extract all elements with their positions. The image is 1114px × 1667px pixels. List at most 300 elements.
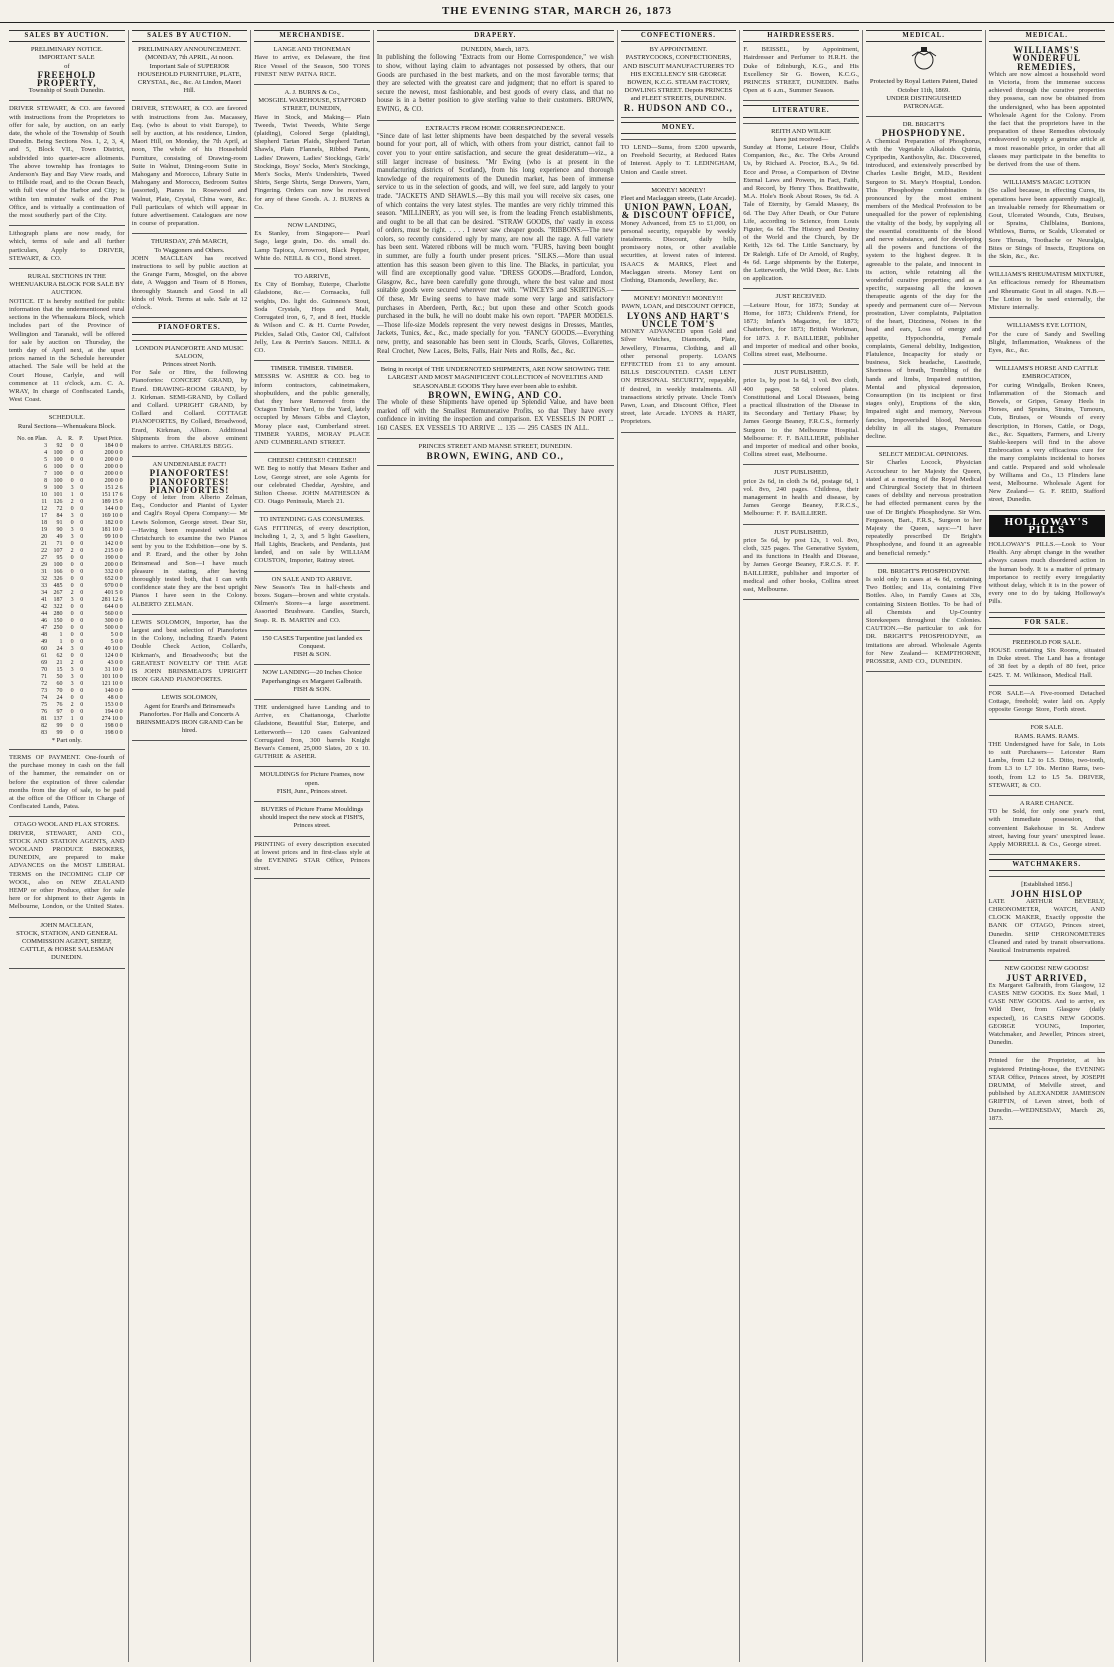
table-cell: 137 [53,715,63,722]
table-header: P. [79,435,84,442]
table-row [9,688,125,695]
ad-body: New Season's Tea in half-chests and boxes. Sugars—brown and white crystals. Oilmen's Stores—a large assortment. Assorted Brushware. Candles, Starch, Soap. R. B. MARTIN and CO. [254,583,370,624]
table-cell: 0 [80,554,84,561]
advertisement [254,576,370,625]
ad-title: BY APPOINTMENT. [649,46,708,54]
table-row [9,674,125,681]
column-5 [618,30,741,1662]
divider-rule [989,317,1105,318]
advertisement [9,273,125,404]
ad-headline: PIANOFORTES! PIANOFORTES! PIANOFORTES! [149,468,230,495]
table-cell: 15 [56,666,63,673]
table-row [9,632,125,639]
ad-title: NEW GOODS! NEW GOODS! [1004,965,1090,973]
table-row [9,660,125,667]
ad-headline: R. HUDSON AND CO., [623,102,733,113]
table-cell: 21 [56,659,63,666]
ad-title: MOULDINGS for Picture Frames, now open. [259,771,365,787]
table-cell: 100 [53,463,63,470]
advertisement [743,293,859,359]
advertisement [254,771,370,796]
ad-title: AN UNDENIABLE FACT! [152,461,227,469]
advertisement [9,414,125,430]
ad-title: NOW LANDING—20 Inches Choice Paperhangings ex Margaret Galbraith. [261,669,363,685]
table-cell: 0 [70,603,74,610]
table-cell: 76 [41,708,48,715]
table-cell: 0 [80,729,84,736]
table-row [9,702,125,709]
table-cell: 0 [80,610,84,617]
divider-rule [254,268,370,269]
table-cell: 21 [41,540,48,547]
ad-body: price 2s 6d, in cloth 3s 6d, postage 6d, 1 vol. 8vo, 240 pages. Childress, their management in health and disease, by James George Beaney, F.R.C.S., Melbourne: F. F. BAILLIERE. [743,477,859,518]
divider-rule [254,878,370,879]
ad-body: Ex Stanley, from Singapore— Pearl Sago, large grain, Do. do. small do. Lamp Tapioca, Arrowroot, Black Pepper, White do. NEILL & CO., Bond street. [254,230,370,262]
table-cell: 0 [80,547,84,554]
section-heading: HAIRDRESSERS. [743,30,859,42]
masthead [0,0,1114,23]
table-cell: 198 0 0 [104,722,123,729]
table-cell: 187 [53,596,63,603]
advertisement [132,105,248,228]
advertisement [989,965,1105,1047]
table-cell: 72 [41,680,48,687]
table-cell: 60 [56,680,63,687]
table-cell: 12 [41,505,48,512]
advertisement [9,105,125,220]
column-3 [251,30,374,1662]
ad-subtitle: FISH & SON. [293,685,331,693]
table-cell: 326 [53,575,63,582]
table-cell: 99 [56,729,63,736]
table-cell: 0 [80,694,84,701]
newspaper-columns [6,30,1108,1662]
table-cell: 73 [41,687,48,694]
ad-body: FOR SALE—A Five-roomed Detached Cottage, freehold; water laid on. Apply opposite George Store, Forth street. [988,689,1105,714]
section-heading: MONEY. [621,122,737,134]
newspaper-title: THE EVENING STAR, MARCH 26, 1873 [441,5,673,17]
table-row [9,485,125,492]
schedule-note: * Part only. [51,736,82,744]
ad-subtitle: RAMS. RAMS. RAMS. [1014,732,1079,740]
table-cell: 0 [80,470,84,477]
advertisement [377,366,614,433]
advertisement [989,800,1105,849]
advertisement [9,922,125,963]
advertisement [132,345,248,452]
table-row [9,541,125,548]
advertisement [254,704,370,761]
table-cell: 70 [56,687,63,694]
table-cell: 84 [56,512,63,519]
table-cell: 0 [80,463,84,470]
table-row [9,520,125,527]
ad-title: WILLIAMS'S HORSE AND CATTLE EMBROCATION, [995,365,1099,381]
divider-rule [254,801,370,802]
advertisement [989,617,1105,629]
table-cell: 75 [41,701,48,708]
advertisement [254,516,370,565]
table-cell: 332 0 0 [104,568,123,575]
advertisement [9,754,125,811]
ad-body: Money Advanced, from £5 to £1,000, on personal security, repayable by weekly instalments. Discount, daily bills, promissory notes, or other available securities, at lowest rates of interest. ISAACS & MARKS, Fleet and Maclaggan streets. Money Lent on Clothing, Diamonds, Jewellery, &c. [620,219,737,285]
table-cell: 0 [80,652,84,659]
table-cell: 280 [53,610,63,617]
ad-title: WILLIAMS'S RHEUMATISM MIXTURE, [988,271,1105,279]
divider-rule [9,409,125,410]
table-cell: 3 [70,666,74,673]
ad-body: TERMS OF PAYMENT. One-fourth of the purchase money in cash on the fall of the hammer, the remainder on or before the expiration of three calendar months from the day of sale, to be paid at the office of the Officer in Charge of Confiscated Lands, Patea. [9,753,125,811]
table-cell: 0 [80,582,84,589]
ad-body: JOHN MACLEAN has received instructions to sell by public auction at the Grange Farm, Mosgiel, on the above date, A Waggon and Team of 8 Horses, thoroughly Staunch and Good in all kinds of Work. Terms at sale. Sale at 12 o'clock. [131,254,248,312]
table-cell: 99 10 0 [104,533,123,540]
table-cell: 18 [41,519,48,526]
table-cell: 32 [41,575,48,582]
ad-subtitle: PASTRYCOOKS, CONFECTIONERS, AND BISCUIT MANUFACTURERS TO HIS EXCELLENCY SIR GEORGE BOWEN, K.C.G. STEAM FACTORY, DOWLING STREET. Depots PRINCES and FLEET STREETS, DUNEDIN. [622,54,734,103]
table-cell: 8 [44,477,48,484]
table-cell: 46 [41,617,48,624]
table-cell: 300 0 0 [104,617,123,624]
advertisement [377,443,614,459]
table-cell: 34 [41,589,48,596]
advertisement [254,89,370,212]
ad-subtitle: DR. BRIGHT'S [902,121,945,129]
ad-body: Is sold only in cases at 4s 6d, containing Two Bottles; and 11s, containing Five Bottles. Also, in Family Cases at 33s, containing Sixteen Bottles. To be had of all Chemists and Up-Country Storekeepers throughout the Colonies. CAUTION.—Be particular to ask for DR. BRIGHT'S PHOSPHODYNE, as imitations are abroad. Wholesale Agents for New Zealand— KEMPTHORNE, PROSSER, AND CO., DUNEDIN. [865,575,982,666]
ad-title: A RARE CHANCE. [1019,800,1074,808]
ad-subtitle: FISH, Junr., Princes street. [276,787,348,795]
ad-headline: PHOSPHODYNE. [881,128,966,139]
advertisement [621,187,737,285]
ad-title: REITH AND WILKIE [771,127,832,135]
divider-rule [989,1128,1105,1129]
table-cell: 1 [59,631,63,638]
ad-body: The whole of these Shipments have opened up Splendid Value, and have been marked off with the Smallest Remunerative Profits, so that They have every confidence in inviting the inspection and comparison. EX VESSELS IN PORT ... 160 CASES. EX VESSELS TO ARRIVE ... 135 — 295 CASES IN ALL. [376,399,614,432]
table-cell: 3 [70,596,74,603]
table-cell: 0 [80,512,84,519]
advertisement [132,46,248,95]
table-cell: 0 [70,729,74,736]
table-cell: 24 [56,645,63,652]
advertisement [989,690,1105,715]
ad-title: JUST PUBLISHED, [773,528,829,536]
table-row [9,506,125,513]
divider-rule [989,795,1105,796]
table-row [9,709,125,716]
divider-rule [377,465,614,466]
table-cell: 100 [53,484,63,491]
table-cell: 0 [70,442,74,449]
advertisement [621,46,737,112]
table-cell: 4 [44,449,48,456]
ad-subtitle: Rural Sections—Whenuakura Block. [17,422,116,430]
table-cell: 17 [41,512,48,519]
divider-rule [254,699,370,700]
ad-subtitle: Township of South Dunedin. [28,87,105,95]
ad-body: Have to arrive, ex Delaware, the first Rice Vessel of the Season, 500 TONS FINEST NEW PATNA RICE. [254,54,370,78]
table-row [9,695,125,702]
divider-rule [621,182,737,183]
advertisement [743,46,859,95]
table-cell: 3 [70,680,74,687]
table-cell: 0 [70,477,74,484]
table-cell: 0 [70,540,74,547]
divider-rule [989,360,1105,361]
table-cell: 31 10 0 [104,666,123,673]
table-cell: 144 0 0 [104,505,123,512]
ad-body: DRIVER, STEWART, AND CO., STOCK AND STATION AGENTS, AND WOOLAND PRODUCE BROKERS, DUNEDIN, are prepared to make ADVANCES on the MOST LIBERAL TERMS on the INCOMING CLIP OF WOOL, also on NEW ZEALAND HEMP or other Produce, either for sale here or for shipment to their Agents in Melbourne, London, or the United States. [9,829,125,911]
ad-body: F. BEISSEL, by Appointment, Hairdresser and Perfumer to H.R.H. the Duke of Edinburgh, K.G., and His Excellency Sir G. Bowen, K.C.G., PRINCES STREET, DUNEDIN. Baths Open at 6 a.m., Summer Season. [743,46,859,95]
table-cell: 101 [53,491,63,498]
table-header: Upset Price. [93,435,123,442]
ad-title: RURAL SECTIONS IN THE WHENUAKURA BLOCK FOR SALE BY AUCTION. [9,273,125,297]
table-cell: 0 [80,701,84,708]
divider-rule [254,664,370,665]
table-cell: 92 [56,442,63,449]
table-cell: 0 [70,519,74,526]
table-row [9,723,125,730]
table-cell: 322 [53,603,63,610]
table-cell: 200 0 0 [104,449,123,456]
table-row [9,499,125,506]
advertisement [989,271,1105,312]
table-cell: 100 [53,449,63,456]
table-row [9,513,125,520]
table-cell: 0 [80,540,84,547]
divider-rule [377,438,614,439]
table-cell: 485 [53,582,63,589]
column-6 [740,30,863,1662]
ad-body: For the cure of Sandy and Swelling Blight, Inflammation, Weakness of the Eyes, &c., &c. [988,330,1105,354]
table-row [9,450,125,457]
ad-title: LEWIS SOLOMON, [161,694,218,702]
table-cell: 184 0 0 [104,442,123,449]
ad-body: Ex City of Bombay, Euterpe, Charlotte Gladstone, &c.— Cornsacks, full weights, Do. light do. Guinness's Stout, Soda Crystals, Hops and Malt, Corrugated iron, 6, 7, and 8 feet, Huckle & Wilson and C. & H. Currie Powder, Pickles, Salad Oils, Castor Oil, Calfsfoot Jelly, Lea & Perrin's Sauces. NEILL & CO. [254,281,370,354]
ad-subtitle: of [64,62,70,70]
advertisement [9,230,125,263]
ad-title: PRELIMINARY NOTICE. [30,46,103,54]
divider-rule [743,123,859,124]
divider-rule [743,599,859,600]
royal-crest-icon [866,46,982,75]
ad-body: LATE ARTHUR BEVERLY, CHRONOMETER, WATCH, AND CLOCK MAKER, Exactly opposite the BANK OF OTAGO, Princes street, Dunedin. SHIP CHRONOMETERS Cleaned and rated by transit observations. Nautical Instruments repaired. [988,897,1105,955]
table-cell: 27 [41,554,48,561]
advertisement [254,841,370,874]
table-row [9,730,125,737]
section-heading: LITERATURE. [743,105,859,117]
table-cell: 142 0 0 [104,540,123,547]
ad-subtitle: Important Sale of SUPERIOR HOUSEHOLD FURNITURE, PLATE, CRYSTAL, &c., &c. At Lindon, Maori Hill. [137,62,242,95]
table-cell: 0 [80,715,84,722]
table-row [9,611,125,618]
advertisement [132,461,248,609]
table-cell: 82 [41,722,48,729]
advertisement [743,128,859,284]
table-header: No. on Plan. [17,435,48,442]
ad-title: OTAGO WOOL AND FLAX STORES. [13,821,120,829]
table-cell: 2 [70,701,74,708]
advertisement [132,238,248,312]
table-cell: 97 [56,708,63,715]
table-row [9,590,125,597]
table-cell: 71 [41,673,48,680]
divider-rule [9,268,125,269]
divider-rule [989,510,1105,511]
ad-body: TO be Sold, for only one year's rent, with immediate possession, that convenient Bakehouse in St. Andrew street, having four years' unexpired lease. Apply MORRELL & Co., George street. [988,808,1105,849]
table-cell: 215 0 0 [104,547,123,554]
ad-title: ON SALE AND TO ARRIVE. [271,575,353,583]
table-cell: 99 [56,722,63,729]
advertisement [989,515,1105,607]
divider-rule [9,917,125,918]
table-cell: 6 [44,463,48,470]
divider-rule [989,960,1105,961]
table-row [9,457,125,464]
table-cell: 644 0 0 [104,603,123,610]
ad-body: Ex Margaret Galbraith, from Glasgow, 12 CASES NEW GOODS. Ex Suez Mail, 1 CASE NEW GOODS. And to arrive, ex Wild Deer, from Glasgow (daily expected), 16 CASES NEW GOODS. GEORGE YOUNG, Importer, Watchmaker, and Jeweller, Princes street, Dunedin. [988,981,1105,1047]
ad-title: JUST RECEIVED. [775,293,827,301]
table-row [9,618,125,625]
ad-title: FREEHOLD FOR SALE. [1012,638,1082,646]
table-cell: 81 [41,715,48,722]
table-cell: 100 [53,477,63,484]
table-cell: 61 [41,652,48,659]
divider-rule [132,740,248,741]
table-cell: 9 [44,484,48,491]
ad-subtitle: PRINCES STREET AND MANSE STREET, DUNEDIN. [418,443,572,451]
section-heading: PIANOFORTES. [132,322,248,334]
divider-rule [254,511,370,512]
table-cell: 151 2 6 [104,484,123,491]
divider-rule [989,266,1105,267]
ad-subtitle: PAWN, LOAN, and DISCOUNT OFFICE, [621,303,736,311]
table-cell: 0 [80,603,84,610]
divider-rule [132,233,248,234]
table-cell: 0 [80,617,84,624]
ad-body: MESSRS W. ASHER & CO. beg to inform contractors, cabinetmakers, shopbuilders, and the public generally, that they have Removed from the Octagon Timber Yard, to the Yard, lately occupied by Messrs Gibbs and Clayton, Moray place east, Cumberland street. TIMBER YARDS, MORAY PLACE AND CUMBERLAND STREET. [254,373,370,446]
holloways-pills-banner: HOLLOWAY'S PILLS [989,515,1105,537]
ad-headline: JUST ARRIVED, [1006,972,1088,983]
table-cell: 44 [41,610,48,617]
table-cell: 0 [70,617,74,624]
table-cell: 3 [70,484,74,491]
table-cell: 121 10 0 [101,680,123,687]
divider-rule [9,749,125,750]
table-cell: 101 10 0 [101,673,123,680]
divider-rule [254,84,370,85]
table-cell: 0 [80,708,84,715]
table-cell: 24 [56,694,63,701]
ad-body: For curing Windgalls, Broken Knees, Inflammation of the Stomach and Bowels, or Gripes, Greasy Heels in Horses, and Sprains, Strains, Tumours, Cuts, Bruises, or Wounds of every description, in Horses, Cattle, or Dogs, &c., &c. Squatters, Farmers, and Livery Stable-keepers will find in the above Embrocation a very efficacious cure for the many complaints incidental to horses and cattle. Prepared and sold wholesale by Williams and Co., 13 Flinders lane west, Melbourne. Wholesale Agent for New Zealand— G. F. REID, Stafford street, Dunedin. [988,381,1105,504]
ad-subtitle: Protected by Royal Letters Patent, Dated October 11th, 1869. [869,78,978,94]
table-row [9,667,125,674]
table-cell: 3 [44,442,48,449]
table-cell: 182 0 0 [104,519,123,526]
ad-headline: LYONS AND HART'S UNCLE TOM'S [626,310,730,329]
table-cell: 0 [70,694,74,701]
ad-body: GAS FITTINGS, of every description, including 1, 2, 3, and 5 light Gaseliers, Hall Lights, Brackets, and Pendants, just landed, and on sale by WILLIAM COUSTON, Importer, Rattray street. [254,524,370,565]
table-cell: 91 [56,519,63,526]
advertisement [743,369,859,459]
table-cell: 0 [70,638,74,645]
advertisement [989,639,1105,680]
divider-rule [989,612,1105,613]
ad-body: price 5s 6d, by post 12s, 1 vol. 8vo, cloth, 325 pages. The Generative System, and its functions in Health and Disease, by James George Beaney, F.R.C.S. F. F. BAILLIERE, publisher and importer of medical and other books, Collins street east, Melbourne. [743,536,859,593]
table-cell: 0 [70,610,74,617]
divider-rule [9,225,125,226]
table-cell: 31 [41,568,48,575]
advertisement [621,295,737,426]
table-cell: 10 [41,491,48,498]
column-7 [863,30,986,1662]
ad-title: NOW LANDING, [287,222,337,230]
advertisement [743,469,859,518]
table-cell: 0 [80,568,84,575]
table-cell: 1 [70,491,74,498]
table-row [9,534,125,541]
ad-body: THE undersigned have Landing and to Arrive, ex Chattanooga, Charlotte Gladstone, Beautiful Star, Euterpe, and Letterworth— 120 cases Galvanized Corrugated Iron, 300 barrels Knight Bevan's Cement, 25,000 Slates, 20 x 10. GUTHRIE & ASHER. [254,704,370,761]
table-cell: 200 0 0 [104,456,123,463]
ad-title: WILLIAMS'S EYE LOTION, [1006,322,1087,330]
divider-rule [866,446,982,447]
divider-rule [989,719,1105,720]
table-cell: 49 10 0 [104,645,123,652]
ad-title: 150 CASES Turpentine just landed ex Conquest. [261,634,363,650]
section-heading: CONFECTIONERS. [621,30,737,42]
table-cell: 140 0 0 [104,687,123,694]
table-cell: 189 15 0 [101,498,123,505]
table-row [9,576,125,583]
table-cell: 274 10 0 [101,715,123,722]
divider-rule [132,456,248,457]
table-cell: 0 [70,456,74,463]
table-cell: 200 0 0 [104,463,123,470]
table-cell: 76 [56,701,63,708]
advertisement [254,46,370,79]
ad-body: (So called because, in effecting Cures, its operations have been apparently magical), an invaluable remedy for Rheumatism or Gout, Ulcerated Wounds, Cuts, Bruises, or Sprains, Chilblains, Bunions, Whitlows, Burns, or Scalds, Ulcerated or Sore Throats, Toothache or Neuralgia, Bites or Stings of Insects, Eruptions on the Skin, &c., &c. [988,187,1105,261]
ad-subtitle: have just received— [773,135,829,143]
table-row [9,443,125,450]
ad-headline: WILLIAMS'S WONDERFUL REMEDIES, [1012,45,1081,72]
ad-title: MONEY! MONEY!! MONEY!!! [633,295,723,303]
table-cell: 11 [41,498,48,505]
ad-body: DRIVER, STEWART, & CO. are favored with instructions from Jas. Macassey, Esq. (who is about to visit Europe), to sell by auction, at his residence, Lindon, Maori Hill, on Monday, the 7th April, at noon, The whole of his Household Furniture, consisting of Drawing-room Suite in Walnut, Dining-room Suite in Mahogany and Morocco, Library Suite in Mahogany and Morocco, Bedroom Suites (assorted), Pianos in Rosewood and Walnut, Plate, Crystal, China ware, &c. Full particulars of which will appear in future advertisement. Catalogues are now in course of preparation. [131,105,248,228]
advertisement [377,46,614,114]
table-cell: 0 [80,645,84,652]
section-heading: SALES BY AUCTION. [132,30,248,42]
table-row [9,562,125,569]
divider-rule [743,464,859,465]
table-cell: 0 [80,575,84,582]
ad-subtitle: DUNEDIN, March, 1873. [460,46,530,54]
table-cell: 3 [70,512,74,519]
table-cell: 0 [80,589,84,596]
table-row [9,681,125,688]
divider-rule [989,1052,1105,1053]
section-heading: MEDICAL. [989,30,1105,42]
divider-rule [989,876,1105,877]
ad-body: —Leisure Hour, for 1873; Sunday at Home, for 1873; Children's Friend, for 1873; Infant's Magazine, for 1873; Chatterbox, for 1873; British Workman, for 1873. J. F. BAILLIERE, publisher and importer of medical and other books, Collins street east, Melbourne. [743,301,859,358]
advertisement [989,322,1105,355]
section-heading: WATCHMAKERS. [989,859,1105,871]
ad-body: WE Beg to notify that Messrs Esther and Low, George street, are sole Agents for our celebrated Cheddar, Ayrshire, and Stilton Cheese. JOHN MATHESON & CO. Otago Peninsula, March 21. [254,465,370,506]
divider-rule [254,630,370,631]
ad-body: "Since date of last letter shipments have been despatched by the several vessels bound for your port, all of which, with others from your district, cannot fail to cover you to your entire satisfaction, and secure the great desideratum—viz., a still larger increase of business. "Mr Ewing (who is at present in the manufacturing districts of Scotland), from his long experience and thorough knowledge of the requirements of the Dunedin market, has been of immense service to us in the selection of goods, and will, we feel sure, add largely to your trade. "JACKETS AND SHAWLS.—By this mail you will receive six cases, one of which contains the very latest styles. The mantles are very richly trimmed this season. "MILLINERY, as you will see, is from the leading French establishments, and ought to be all that can be desired. "STRAW GOODS, tho' vastly in excess of orders, must be right. . . . . I never saw cheaper goods. "RIBBONS.—The new colors, so recently considered ugly by many, are now all the rage. A full variety has been sent. Watered ribbons will be much worn. "FURS, having been bought in summer, are fully a fourth under present prices. "SILKS.—More than usual attention has this season been given to this line. The Blacks, in particular, you will find are exceptionally good value. "DRESS GOODS.—Bradford, London, Glasgow, &c., have been carefully gone through, where the best value and most suitable goods were secured wherever met with. "WINCEYS and SKIRTINGS.—Of these, Mr Ewing seems to have made some very large and satisfactory purchases in Aberdeen, Perth, &c.; but upon these and other Scotch goods purchased in the bulk, he will no doubt make his own report. "PAPER MODELS.—Those life-size Models represent the very newest designs in Dresses, Mantles, Jackets, Tunics, &c., &c., made specially for you. "FANCY GOODS.—Everything new, pretty, and seasonable has been sent in Clouds, Scarfs, Gloves, Collarettes, Real Crochet, New Laces, Belts, Falls, Hair Nets and Rolls, &c., &c. [376,132,614,355]
ad-title: DR. BRIGHT'S PHOSPHODYNE [877,567,970,575]
table-cell: 2 [70,498,74,505]
table-cell: 267 [53,589,63,596]
ad-title: JOHN MACLEAN, [40,921,94,929]
advertisement [743,105,859,117]
